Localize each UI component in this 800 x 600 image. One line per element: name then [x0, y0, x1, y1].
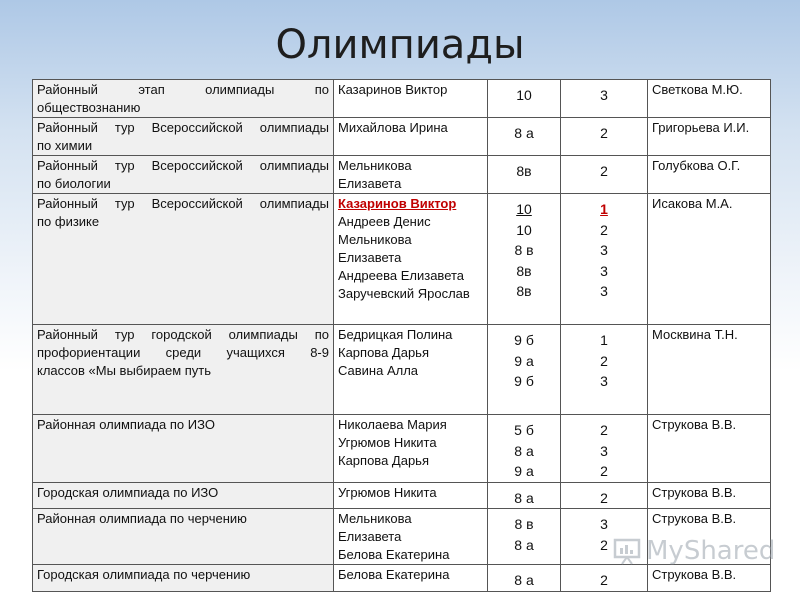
class-cell-line: 8 а: [514, 489, 534, 506]
participant-cell-line: Мельникова: [338, 158, 412, 173]
class-cell-line: 8в: [516, 283, 532, 299]
watermark-text: MyShared: [646, 536, 776, 566]
table-row: [33, 509, 771, 565]
class-cell-line: 8 в: [514, 242, 534, 258]
olympiad-name-cell: [33, 482, 334, 509]
teacher-cell: [648, 80, 771, 118]
olympiad-name-cell: [33, 194, 334, 325]
class-cell: [488, 482, 561, 509]
participant-cell-line: Елизавета: [338, 176, 402, 191]
olympiad-name-cell-line: Районная олимпиада по ИЗО: [37, 417, 215, 432]
olympiad-name-cell-line: по химии: [37, 138, 93, 153]
place-cell-line: 2: [600, 422, 608, 438]
participant-cell-line: Бедрицкая Полина: [338, 327, 453, 342]
teacher-name: Струкова В.В.: [652, 484, 737, 500]
place-cell-line: 3: [600, 262, 608, 279]
participant-cell-line: Карпова Дарья: [338, 453, 429, 468]
table-row: [33, 565, 771, 592]
teacher-cell: [648, 194, 771, 325]
olympiad-name-cell: [33, 118, 334, 156]
table-row: [33, 118, 771, 156]
place-cell-line: 1: [600, 201, 608, 217]
participant-cell: [334, 482, 488, 509]
place-cell: [561, 156, 648, 194]
olympiad-name-cell-line: Районная олимпиада по черчению: [37, 511, 247, 526]
place-cell-line: 3: [600, 442, 608, 459]
table-row: [33, 156, 771, 194]
place-cell: [561, 80, 648, 118]
olympiad-name-cell-line: Районный тур городской олимпиады по: [37, 327, 329, 342]
teacher-name: Струкова В.В.: [652, 567, 737, 582]
class-cell-line: 5 б: [514, 422, 534, 438]
participant-cell-line: Казаринов Виктор: [338, 196, 457, 211]
table-row: [33, 194, 771, 325]
class-cell-line: 8в: [516, 262, 532, 279]
place-cell-line: 2: [600, 163, 608, 179]
class-cell-line: 8 а: [514, 536, 534, 553]
teacher-cell: [648, 509, 771, 565]
place-cell-line: 1: [600, 332, 608, 348]
place-cell: [561, 482, 648, 509]
olympiad-name-cell: [33, 325, 334, 415]
teacher-name: Голубкова О.Г.: [652, 158, 741, 173]
olympiad-name-cell: [33, 156, 334, 194]
olympiad-name-cell-line: профориентации среди учащихся 8-9: [37, 345, 329, 360]
teacher-cell: [648, 415, 771, 483]
participant-cell: [334, 80, 488, 118]
olympiad-name-cell-line: Районный тур Всероссийской олимпиады: [37, 120, 329, 135]
teacher-name: Исакова М.А.: [652, 196, 733, 211]
place-cell-line: 2: [600, 572, 608, 588]
class-cell: [488, 325, 561, 415]
participant-cell-line: Белова Екатерина: [338, 567, 450, 582]
participant-cell: [334, 156, 488, 194]
participant-cell: [334, 415, 488, 483]
olympiad-name-cell: [33, 565, 334, 592]
class-cell: [488, 118, 561, 156]
olympiad-name-cell: [33, 509, 334, 565]
participant-cell: [334, 325, 488, 415]
participant-cell-line: Угрюмов Никита: [338, 435, 437, 450]
olympiad-table: [32, 79, 771, 592]
participant-cell: [334, 194, 488, 325]
table-row: [33, 325, 771, 415]
teacher-cell: [648, 118, 771, 156]
table-row: [33, 482, 771, 509]
participant-cell-line: Карпова Дарья: [338, 345, 429, 360]
teacher-cell: [648, 482, 771, 509]
class-cell: [488, 156, 561, 194]
class-cell-line: 8 а: [514, 442, 534, 459]
olympiad-name-cell-line: Районный тур Всероссийской олимпиады: [37, 196, 329, 211]
class-cell-line: 10: [516, 87, 532, 103]
class-cell-line: 8 а: [514, 572, 534, 588]
participant-cell: [334, 509, 488, 565]
table-row: [33, 80, 771, 118]
place-cell: [561, 325, 648, 415]
class-cell-line: 9 а: [514, 352, 534, 369]
olympiad-name-cell: [33, 415, 334, 483]
place-cell-line: 3: [600, 373, 608, 389]
participant-cell: [334, 118, 488, 156]
class-cell-line: 8 а: [514, 125, 534, 141]
participant-cell-line: Андреева Елизавета: [338, 268, 465, 283]
olympiad-name-cell-line: по биологии: [37, 176, 111, 191]
place-cell-line: 3: [600, 242, 608, 258]
olympiad-name-cell-line: Районный тур Всероссийской олимпиады: [37, 158, 329, 173]
participant-cell-line: Казаринов Виктор: [338, 82, 448, 97]
place-cell-line: 2: [600, 463, 608, 479]
class-cell-line: 10: [516, 201, 532, 217]
slide-title: Олимпиады: [275, 22, 525, 68]
participant-cell-line: Заручевский Ярослав: [338, 286, 470, 301]
teacher-name: Григорьева И.И.: [652, 120, 750, 135]
class-cell: [488, 194, 561, 325]
place-cell-line: 2: [600, 125, 608, 141]
participant-cell-line: Елизавета: [338, 250, 402, 265]
class-cell-line: 10: [516, 221, 532, 238]
participant-cell-line: Мельникова: [338, 232, 412, 247]
place-cell: [561, 194, 648, 325]
participant-cell-line: Белова Екатерина: [338, 547, 450, 562]
participant-cell: [334, 565, 488, 592]
teacher-cell: [648, 565, 771, 592]
place-cell: [561, 415, 648, 483]
place-cell-line: 3: [600, 87, 608, 103]
place-cell: [561, 118, 648, 156]
place-cell: [561, 509, 648, 565]
teacher-name: Светкова М.Ю.: [652, 82, 743, 97]
place-cell-line: 3: [600, 283, 608, 299]
olympiad-name-cell-line: Городская олимпиада по ИЗО: [37, 484, 219, 500]
participant-cell-line: Савина Алла: [338, 363, 419, 378]
class-cell-line: 9 б: [514, 373, 534, 389]
olympiad-name-cell-line: обществознанию: [37, 100, 141, 115]
class-cell: [488, 565, 561, 592]
class-cell-line: 9 а: [514, 463, 534, 479]
olympiad-name-cell-line: по физике: [37, 214, 100, 229]
teacher-name: Москвина Т.Н.: [652, 327, 738, 342]
participant-cell-line: Андреев Денис: [338, 214, 431, 229]
class-cell: [488, 509, 561, 565]
table-row: [33, 415, 771, 483]
place-cell: [561, 565, 648, 592]
teacher-cell: [648, 156, 771, 194]
olympiad-name-cell-line: классов «Мы выбираем путь: [37, 363, 212, 378]
participant-cell-line: Угрюмов Никита: [338, 484, 437, 500]
place-cell-line: 2: [600, 536, 608, 553]
participant-cell-line: Николаева Мария: [338, 417, 447, 432]
olympiad-name-cell-line: Городская олимпиада по черчению: [37, 567, 251, 582]
participant-cell-line: Михайлова Ирина: [338, 120, 448, 135]
class-cell-line: 8в: [516, 163, 532, 179]
class-cell-line: 8 в: [514, 516, 534, 532]
participant-cell-line: Мельникова: [338, 511, 412, 526]
place-cell-line: 3: [600, 516, 608, 532]
participant-cell-line: Елизавета: [338, 529, 402, 544]
teacher-cell: [648, 325, 771, 415]
place-cell-line: 2: [600, 489, 608, 506]
olympiad-name-cell-line: Районный этап олимпиады по: [37, 82, 329, 97]
teacher-name: Струкова В.В.: [652, 417, 737, 432]
olympiad-table-body: [33, 80, 771, 592]
class-cell: [488, 80, 561, 118]
teacher-name: Струкова В.В.: [652, 511, 737, 526]
place-cell-line: 2: [600, 352, 608, 369]
place-cell-line: 2: [600, 221, 608, 238]
class-cell: [488, 415, 561, 483]
olympiad-name-cell: [33, 80, 334, 118]
class-cell-line: 9 б: [514, 332, 534, 348]
